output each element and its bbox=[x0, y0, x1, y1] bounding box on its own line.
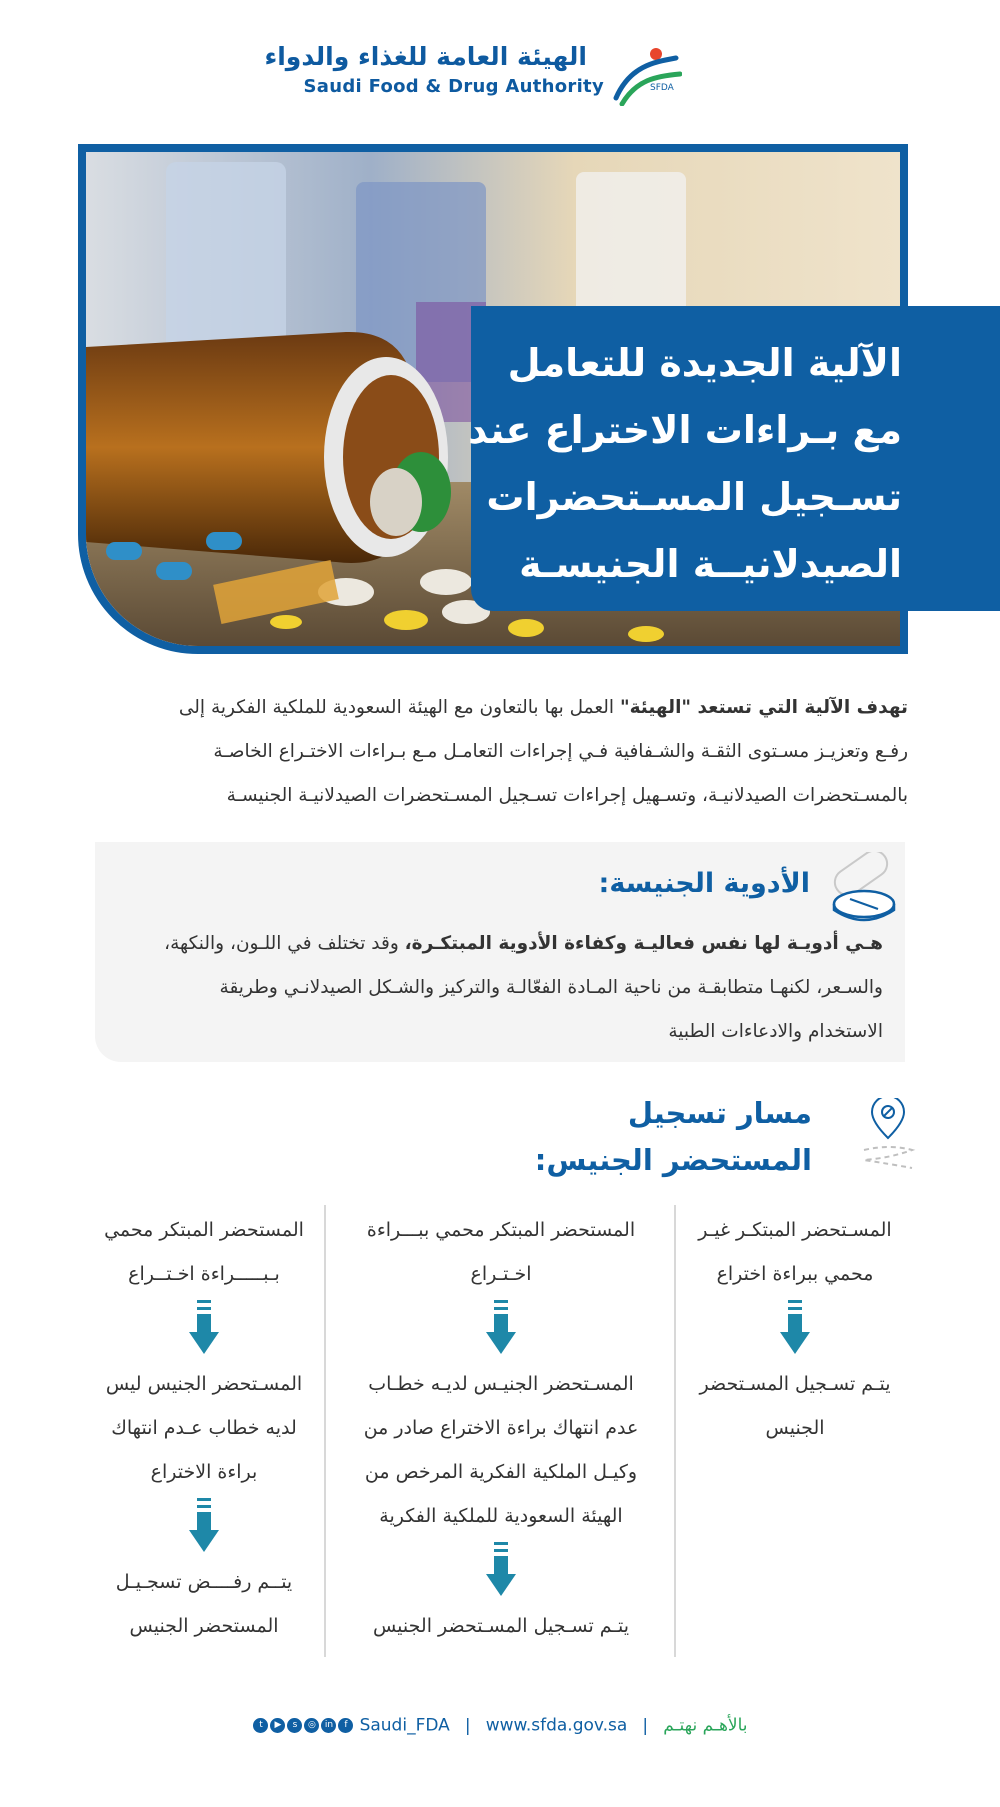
down-arrow-icon bbox=[486, 1542, 516, 1598]
hero-title-line: الآلية الجديدة للتعامل bbox=[507, 341, 902, 385]
generic-drugs-text bbox=[93, 922, 883, 1054]
linkedin-icon[interactable]: in bbox=[321, 1718, 336, 1733]
social-handle[interactable]: Saudi_FDA bbox=[359, 1715, 450, 1736]
logo-arabic-name: الهيئة العامة للغذاء والدواء bbox=[264, 42, 587, 71]
generic-line-bold: هـي أدويـة لها نفس فعاليـة وكفاءة الأدوية المبتكـرة، bbox=[404, 933, 883, 954]
website-link[interactable]: www.sfda.gov.sa bbox=[485, 1715, 628, 1736]
snapchat-icon[interactable]: s bbox=[287, 1718, 302, 1733]
column-divider bbox=[674, 1205, 676, 1657]
down-arrow-icon bbox=[189, 1498, 219, 1554]
column-step-line: براءة الاختراع bbox=[150, 1461, 258, 1483]
footer-slogan: بالأهـم نهتـم bbox=[663, 1715, 748, 1736]
column-step-line: الهيئة السعودية للملكية الفكرية bbox=[379, 1505, 623, 1527]
column-condition-line: المستحضر المبتكر محمي bbox=[104, 1219, 304, 1241]
generic-line-rest: وقد تختلف في اللـون، والنكهة، bbox=[164, 933, 405, 954]
column-condition-line: المسـتحضر المبتكـر غيـر bbox=[698, 1219, 892, 1241]
footer bbox=[0, 1715, 1000, 1736]
intro-line: رفـع وتعزيـز مسـتوى الثقـة والشـفافية فـي إجراءات التعامـل مـع بـراءات الاختـراع الخاصـة bbox=[213, 741, 908, 762]
location-pin-icon bbox=[860, 1098, 920, 1176]
youtube-icon[interactable]: ▶ bbox=[270, 1718, 285, 1733]
intro-paragraph bbox=[98, 686, 908, 818]
intro-line bbox=[98, 686, 908, 730]
generic-drugs-title: الأدوية الجنيسة: bbox=[598, 868, 810, 899]
intro-line-rest: العمل بها بالتعاون مع الهيئة السعودية للملكية الفكرية إلى bbox=[178, 697, 620, 718]
column-condition-line: بـبـــــراءة اخـتــراع bbox=[128, 1263, 280, 1285]
column-result-line: يتـم تسـجيل المسـتحضر bbox=[699, 1373, 891, 1395]
generic-line: الاستخدام والادعاءات الطبية bbox=[668, 1021, 883, 1042]
column-step-line: المسـتحضر الجنيـس لديـه خطـاب bbox=[368, 1373, 634, 1395]
registration-path-title bbox=[535, 1090, 812, 1184]
logo-english-name: Saudi Food & Drug Authority bbox=[303, 76, 604, 97]
footer-separator: | bbox=[642, 1715, 649, 1736]
column-condition-line: محمي ببراءة اختراع bbox=[716, 1263, 874, 1285]
column-step-line: عدم انتهاك براءة الاختراع صادر من bbox=[363, 1417, 639, 1439]
generic-drugs-box bbox=[95, 842, 905, 1062]
column-step-line: المسـتحضر الجنيس ليس bbox=[105, 1373, 303, 1395]
column-condition-line: المستحضر المبتكر محمي ببـــراءة bbox=[366, 1219, 636, 1241]
column-result-line: يتــم رفــــض تسجـيـل bbox=[115, 1571, 293, 1593]
twitter-icon[interactable]: t bbox=[253, 1718, 268, 1733]
column-result-line: الجنيس bbox=[765, 1417, 825, 1439]
logo-mark-text: SFDA bbox=[650, 83, 674, 93]
path-column-not-protected bbox=[680, 1208, 910, 1450]
column-step-line: لديه خطاب عـدم انتهاك bbox=[111, 1417, 297, 1439]
path-title-line: مسار تسجيل bbox=[627, 1096, 812, 1130]
down-arrow-icon bbox=[780, 1300, 810, 1356]
path-column-protected-no-letter bbox=[86, 1208, 322, 1648]
path-column-protected-with-letter bbox=[334, 1208, 668, 1648]
footer-separator: | bbox=[464, 1715, 471, 1736]
hero-title-box bbox=[468, 306, 1000, 611]
down-arrow-icon bbox=[486, 1300, 516, 1356]
column-result-line: المستحضر الجنيس bbox=[129, 1615, 279, 1637]
hero-title-line: مع بـراءات الاختراع عند bbox=[468, 408, 902, 452]
pill-icon bbox=[820, 852, 900, 926]
column-step-line: وكيـل الملكية الفكرية المرخص من bbox=[364, 1461, 638, 1483]
hero-title-line: الصيدلانيــة الجنيسـة bbox=[519, 542, 902, 586]
column-divider bbox=[324, 1205, 326, 1657]
hero-title-line: تسـجيل المسـتحضرات bbox=[486, 475, 902, 519]
instagram-icon[interactable]: ◎ bbox=[304, 1718, 319, 1733]
column-condition-line: اخـتـراع bbox=[470, 1263, 532, 1285]
sfda-emblem-icon bbox=[610, 46, 682, 106]
down-arrow-icon bbox=[189, 1300, 219, 1356]
generic-line: والسـعر، لكنهـا متطابقـة من ناحية المـادة الفعّالـة والتركيز والشـكل الصيدلانـي وطريقة bbox=[219, 977, 883, 998]
path-title-line: المستحضر الجنيس: bbox=[534, 1143, 812, 1177]
facebook-icon[interactable]: f bbox=[338, 1718, 353, 1733]
generic-line bbox=[93, 922, 883, 966]
column-result-line: يتـم تسـجيل المسـتحضر الجنيس bbox=[372, 1615, 630, 1637]
intro-lead-bold: تهدف الآلية التي تستعد "الهيئة" bbox=[619, 697, 908, 718]
intro-line: بالمسـتحضرات الصيدلانيـة، وتسـهيل إجراءات تسـجيل المسـتحضرات الصيدلانيـة الجنيسـة bbox=[226, 785, 908, 806]
sfda-logo bbox=[264, 42, 682, 108]
